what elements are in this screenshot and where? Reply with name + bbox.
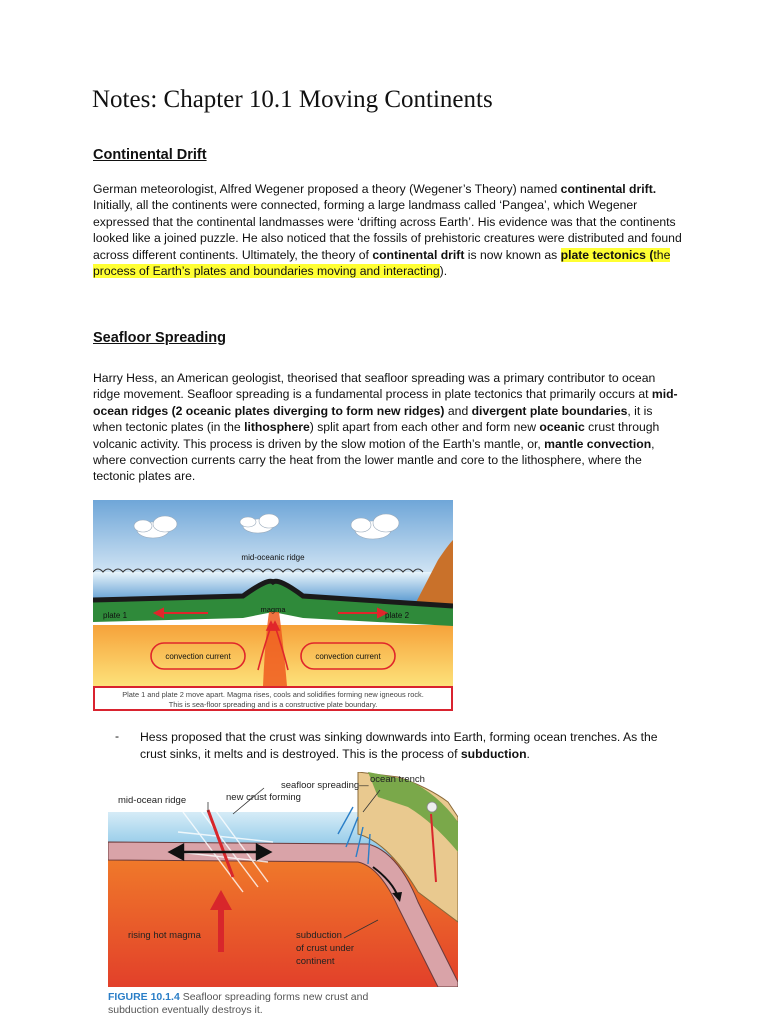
section-heading-seafloor-spreading: Seafloor Spreading <box>93 330 226 346</box>
text-run: , it is when tectonic plates (in the <box>93 403 653 435</box>
text-run: Harry Hess, an American geologist, theorised that seafloor spreading was a primary contributor to ocean ridge movement. Seafloor spreading is a fundamental process in plate tectonics that primarily occurs at <box>93 371 656 402</box>
bullet-dash: - <box>115 729 120 743</box>
figure-number: FIGURE 10.1.4 <box>108 991 180 1003</box>
bold-term: mantle convection <box>544 436 652 451</box>
bold-term: oceanic <box>539 420 585 435</box>
text-run: German meteorologist, Alfred Wegener proposed a theory (Wegener’s Theory) named <box>93 182 561 196</box>
plate2-label: plate 2 <box>385 611 410 620</box>
bold-term: continental drift <box>372 247 465 262</box>
highlighted-text: the process of Earth’s plates and boundaries moving and interacting <box>93 247 671 279</box>
label-seafloor-spreading-2: new crust forming <box>226 792 301 803</box>
caption-line: Plate 1 and plate 2 move apart. Magma rises, cools and solidifies forming new igneous rock. <box>122 690 424 699</box>
label-subduction-2: of crust under <box>296 943 355 954</box>
text-run: is now known as <box>464 247 561 262</box>
section-heading-continental-drift: Continental Drift <box>93 147 207 163</box>
text-run: crust through volcanic activity. This process is driven by the slow motion of the Earth’s mantle, or, <box>93 420 660 451</box>
label-subduction-1: subduction <box>296 930 342 941</box>
text-run: and <box>444 403 472 418</box>
volcano-plume <box>427 802 437 812</box>
bold-term: divergent plate boundaries <box>471 403 628 418</box>
seafloor-spreading-diagram <box>93 500 453 712</box>
convection-label-right: convection current <box>315 652 381 661</box>
bold-term: subduction <box>460 747 527 761</box>
label-subduction-3: continent <box>296 956 335 967</box>
figure1-caption <box>93 686 453 711</box>
highlighted-term: plate tectonics ( <box>560 247 654 262</box>
convection-label-left: convection current <box>165 652 231 661</box>
figure2-caption <box>108 991 458 1017</box>
paragraph-continental-drift <box>93 181 683 279</box>
label-ocean-trench: ocean trench <box>370 774 425 785</box>
subduction-diagram <box>108 772 458 1024</box>
label-seafloor-spreading-1: seafloor spreading— <box>281 780 369 791</box>
text-run: . <box>526 747 530 761</box>
bold-term: continental drift. <box>560 182 657 196</box>
caption-line: This is sea-floor spreading and is a constructive plate boundary. <box>168 699 378 709</box>
page-title: Notes: Chapter 10.1 Moving Continents <box>92 86 493 113</box>
ridge-illustration <box>93 500 453 686</box>
text-run: ). <box>439 264 448 279</box>
bullet-item <box>140 729 685 763</box>
paragraph-seafloor-spreading <box>93 370 683 485</box>
caption-text: Seafloor spreading forms new crust and <box>179 991 369 1003</box>
caption-text: subduction eventually destroys it. <box>108 1004 263 1016</box>
ridge-label: mid-oceanic ridge <box>241 553 305 562</box>
label-mid-ocean-ridge: mid-ocean ridge <box>118 795 187 806</box>
text-run: Hess proposed that the crust was sinking downwards into Earth, forming ocean trenches. As the crust sinks, it melts and is destroyed. This is the process of <box>140 730 658 761</box>
magma-label: magma <box>260 605 286 614</box>
label-rising-magma: rising hot magma <box>128 930 201 941</box>
text-run: Initially, all the continents were connected, forming a large landmass called ‘Pangea’, which Wegener expressed that the continental landmasses were ‘drifting across Earth’. His evidence was that the continents looked like a joined puzzle. He also noticed that the fossils of prehistoric creatures were distributed and found across different continents. Ultimately, the theory of <box>93 198 682 262</box>
bold-term: lithosphere <box>244 420 310 435</box>
plate1-label: plate 1 <box>103 611 128 620</box>
bold-term: mid-ocean ridges (2 oceanic plates diverging to form new ridges) <box>93 387 678 418</box>
text-run: ) split apart from each other and form new <box>309 420 540 435</box>
text-run: , where convection currents carry the heat from the lower mantle and core to the lithosphere, where the tectonic plates are. <box>93 436 655 484</box>
